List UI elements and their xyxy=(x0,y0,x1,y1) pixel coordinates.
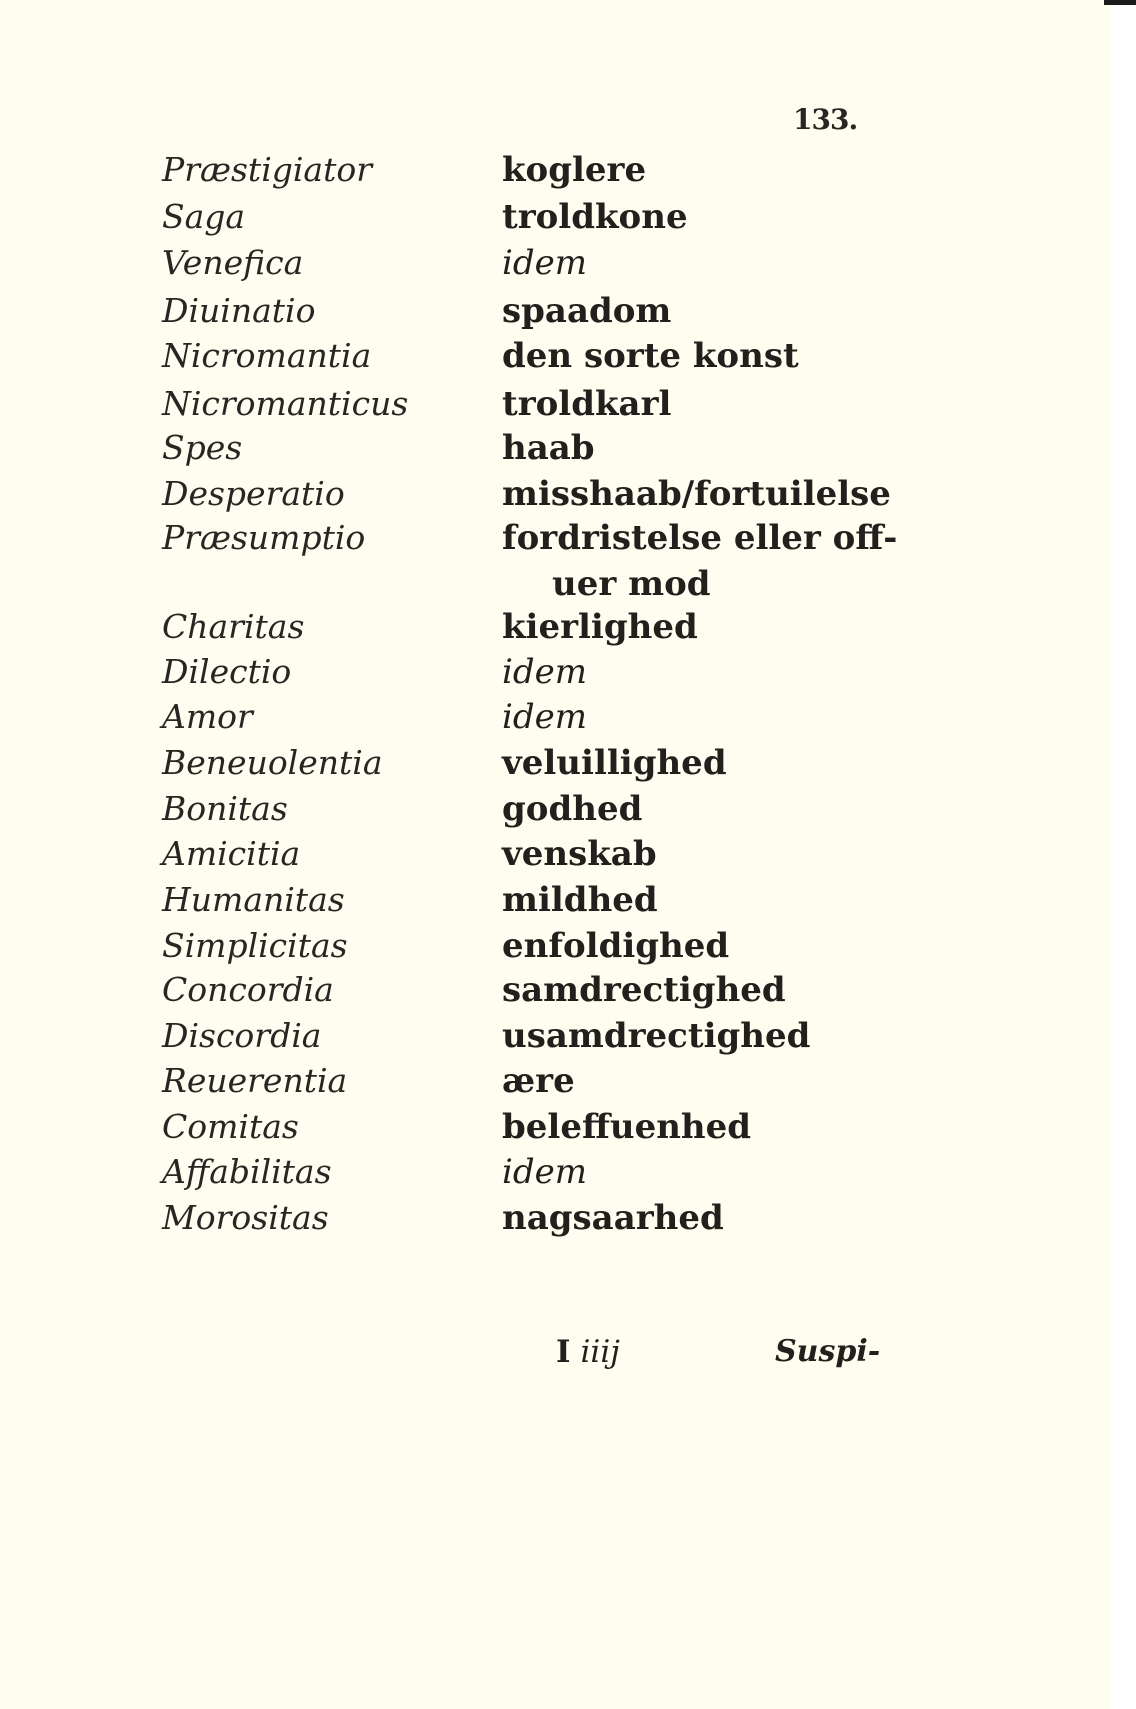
glossary-entry xyxy=(0,384,1100,433)
scan-edge-mark xyxy=(1104,0,1136,5)
glossary-entry xyxy=(0,197,1100,246)
catchword: Suspi- xyxy=(775,1334,881,1369)
danish-term: usamdrectighed xyxy=(502,1016,811,1056)
latin-term: Desperatio xyxy=(162,474,345,513)
latin-term: Comitas xyxy=(162,1107,299,1146)
latin-term: Nicromanticus xyxy=(162,384,409,423)
glossary-entry xyxy=(0,607,1100,656)
latin-term: Discordia xyxy=(162,1016,322,1055)
glossary-entry xyxy=(0,1198,1100,1247)
latin-term: Spes xyxy=(162,428,243,467)
glossary-entry xyxy=(0,834,1100,883)
latin-term: Concordia xyxy=(162,970,334,1009)
danish-term: nagsaarhed xyxy=(502,1198,724,1238)
danish-term: den sorte konst xyxy=(502,336,799,376)
glossary-entry xyxy=(0,926,1100,975)
glossary-entry xyxy=(0,243,1100,292)
glossary-entry xyxy=(0,428,1100,477)
latin-term: Venefica xyxy=(162,243,304,282)
danish-term: ære xyxy=(502,1061,575,1101)
glossary-entry xyxy=(0,652,1100,701)
glossary-entry xyxy=(0,1107,1100,1156)
latin-term: Saga xyxy=(162,197,246,236)
latin-term: Beneuolentia xyxy=(162,743,383,782)
danish-term: idem xyxy=(502,243,587,283)
danish-term: idem xyxy=(502,697,587,737)
latin-term: Nicromantia xyxy=(162,336,372,375)
glossary-entry xyxy=(0,291,1100,340)
latin-term: Reuerentia xyxy=(162,1061,348,1100)
danish-term: venskab xyxy=(502,834,657,874)
glossary-entry xyxy=(0,1061,1100,1110)
danish-term: fordristelse eller off- xyxy=(502,518,898,558)
glossary-entry xyxy=(0,697,1100,746)
danish-term: troldkone xyxy=(502,197,688,237)
danish-term: misshaab/fortuilelse xyxy=(502,474,891,514)
latin-term: Morositas xyxy=(162,1198,329,1237)
danish-term: troldkarl xyxy=(502,384,672,424)
danish-term: koglere xyxy=(502,150,647,190)
danish-term: haab xyxy=(502,428,595,468)
danish-term: spaadom xyxy=(502,291,672,331)
glossary-entry xyxy=(0,1016,1100,1065)
latin-term: Humanitas xyxy=(162,880,345,919)
latin-term: Amicitia xyxy=(162,834,301,873)
latin-term: Dilectio xyxy=(162,652,292,691)
glossary-entry xyxy=(0,789,1100,838)
latin-term: Præsumptio xyxy=(162,518,366,557)
latin-term: Charitas xyxy=(162,607,305,646)
glossary-entry xyxy=(0,150,1100,199)
glossary-entry xyxy=(0,474,1100,523)
glossary-entry xyxy=(0,970,1100,1019)
page-number: 133. xyxy=(793,103,858,136)
glossary-entry xyxy=(0,743,1100,792)
danish-term: enfoldighed xyxy=(502,926,730,966)
signature-mark xyxy=(556,1334,620,1370)
glossary-entry xyxy=(0,1152,1100,1201)
danish-term-continuation: uer mod xyxy=(552,564,711,604)
danish-term: veluillighed xyxy=(502,743,727,783)
latin-term: Simplicitas xyxy=(162,926,348,965)
glossary-entry xyxy=(0,336,1100,385)
glossary-entry xyxy=(0,518,1100,567)
danish-term: godhed xyxy=(502,789,643,829)
danish-term: mildhed xyxy=(502,880,658,920)
signature-leaf: iiij xyxy=(580,1334,620,1370)
latin-term: Præstigiator xyxy=(162,150,373,189)
glossary-entry xyxy=(0,880,1100,929)
danish-term: kierlighed xyxy=(502,607,698,647)
danish-term: beleffuenhed xyxy=(502,1107,752,1147)
latin-term: Bonitas xyxy=(162,789,288,828)
glossary-entry xyxy=(0,564,1100,613)
danish-term: idem xyxy=(502,1152,587,1192)
latin-term: Affabilitas xyxy=(162,1152,332,1191)
latin-term: Amor xyxy=(162,697,253,736)
signature-letter: I xyxy=(556,1334,571,1370)
latin-term: Diuinatio xyxy=(162,291,316,330)
danish-term: idem xyxy=(502,652,587,692)
danish-term: samdrectighed xyxy=(502,970,786,1010)
